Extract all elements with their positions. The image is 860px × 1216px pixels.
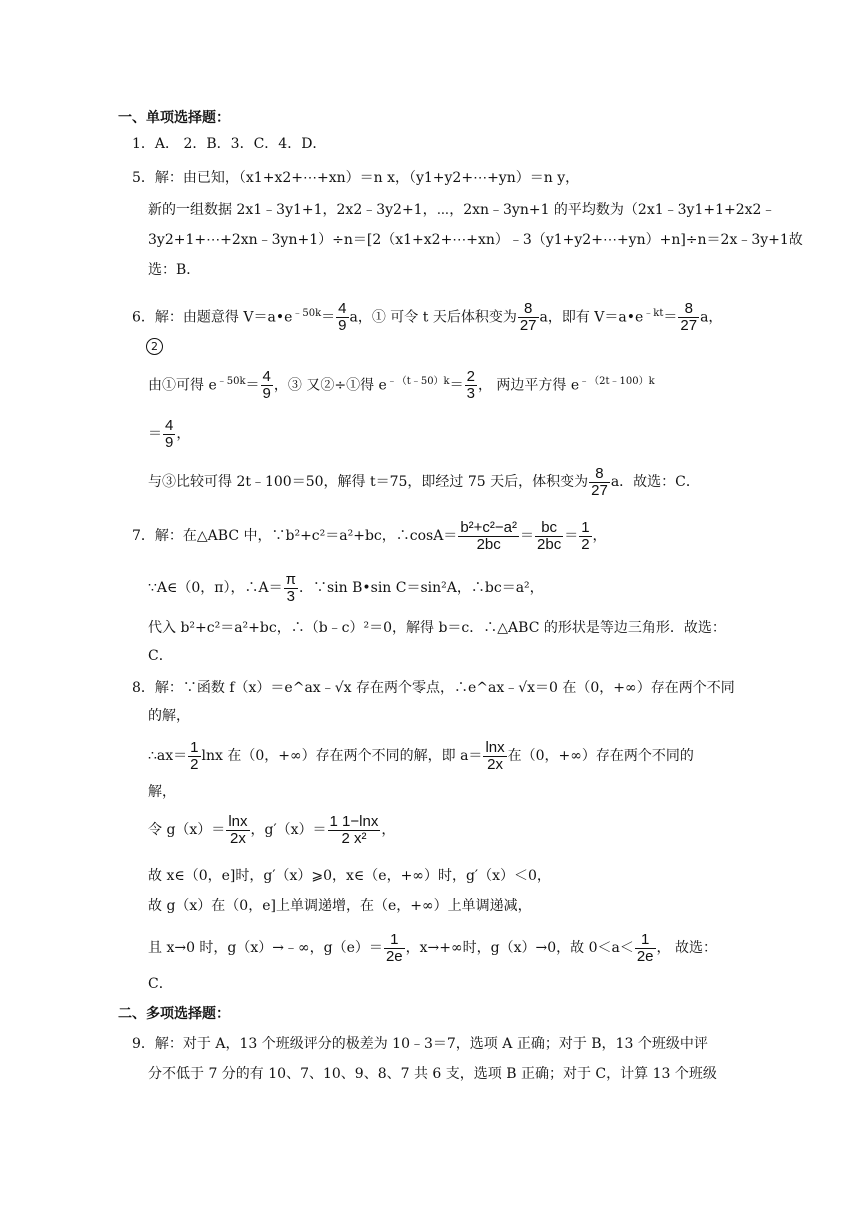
q8-line-2: 的解， xyxy=(148,708,190,724)
fraction: $\frac{2}{3}$ xyxy=(466,368,475,403)
q8-line-6: 故 x∈（0，e]时，g′（x）⩾0，x∈（e，+∞）时，g′（x）＜0， xyxy=(148,868,551,884)
fraction: $\frac{\text{b²+c²−a²}}{2bc}$ xyxy=(460,518,518,553)
fraction: $\frac{1}{2}$ xyxy=(190,738,199,773)
q7-line-3: 代入 b²+c²＝a²+bc，∴（b﹣c）²＝0，解得 b＝c．∴△ABC 的形状是等边三角形．故选： xyxy=(148,620,726,636)
q7-line-1: 7．解：在△ABC 中，∵b²+c²＝a²+bc，∴cosA＝ $\frac{\text{b²+c²−a²}}{2bc}$ ＝ $\frac{bc}{2bc}$ ＝ $\frac{1}{2}$ ， xyxy=(132,518,607,553)
q8-line-3: ∴ax＝ $\frac{1}{2}$ lnx 在（0，+∞）存在两个不同的解，即 a＝ $\frac{\ln x}{2x}$ 在（0，+∞）存在两个不同的 xyxy=(148,738,694,773)
q6-line-5: 与③比较可得 2t﹣100＝50，解得 t＝75，即经过 75 天后，体积变为 $\frac{8}{27}$ a．故选：C． xyxy=(148,464,700,499)
fraction: $\frac{4}{9}$ xyxy=(338,300,347,335)
fraction: $\frac{\ln x}{2x}$ xyxy=(485,738,505,773)
fraction: $\frac{4}{9}$ xyxy=(262,368,271,403)
q6-line-2 xyxy=(146,336,163,356)
circled-2: 2 xyxy=(146,338,163,355)
q8-line-4: 解， xyxy=(148,784,176,800)
q8-line-1: 8．解：∵函数 f（x）＝e^ax﹣√x 存在两个零点，∴e^ax﹣√x＝0 在（0，+∞）存在两个不同 xyxy=(132,680,735,696)
q9-line-2: 分不低于 7 分的有 10、7、10、9、8、7 共 6 支，选项 B 正确；对于 C，计算 13 个班级 xyxy=(148,1066,717,1082)
fraction: $\frac{4}{9}$ xyxy=(165,416,174,451)
q6-line-3: 由①可得 $e^{﹣50k}=$ $\frac{4}{9}$ ，③ 又②÷①得 $e^{﹣(t﹣50)k}=$ $\frac{2}{3}$ ， 两边平方得 $e^{﹣(2t﹣100)k}$ xyxy=(148,368,655,403)
q6-text: a，① 可令 t 天后体积变为 xyxy=(349,309,517,326)
fraction: $\frac{\pi}{3}$ xyxy=(285,570,296,605)
section-heading-multiple-choice: 二、多项选择题： xyxy=(118,1006,230,1022)
q5-line-4: 选：B． xyxy=(148,262,201,278)
q5-line-2: 新的一组数据 2x1﹣3y1+1，2x2﹣3y2+1，⋯，2xn﹣3yn+1 的平均数为（2x1﹣3y1+1+2x2﹣ xyxy=(148,202,776,218)
q9-line-1: 9．解：对于 A，13 个班级评分的极差为 10﹣3＝7，选项 A 正确；对于 B，13 个班级中评 xyxy=(132,1036,708,1052)
q6-line-4: ＝ $\frac{4}{9}$ ， xyxy=(148,416,191,451)
fraction: $\frac{1}{2e}$ xyxy=(385,930,403,965)
answers-1-4: 1．A． 2．B．3．C．4．D． xyxy=(132,136,327,152)
fraction: $\frac{\ln x}{2x}$ xyxy=(228,812,248,847)
fraction: $\frac{8}{27}$ xyxy=(519,300,537,335)
q8-line-7: 故 g（x）在（0，e]上单调递增，在（e，+∞）上单调递减， xyxy=(148,898,532,914)
fraction: $\frac{1}{2}$ xyxy=(581,518,590,553)
section-heading-single-choice: 一、单项选择题： xyxy=(118,110,230,126)
q6-line-1: 6．解：由题意得 $V=a•e^{﹣50k}=$ $\frac{4}{9}$ a，① 可令 t 天后体积变为 $\frac{8}{27}$ a，即有 $V=a•e^{﹣kt}=$ $\frac{8}{27}$ a， xyxy=(132,300,723,335)
q8-line-5: 令 g（x）＝ $\frac{\ln x}{2x}$ ，g′（x）＝ $\frac{1 1-\ln x}{\text{2 x²}}$ ， xyxy=(148,812,396,847)
fraction: $\frac{8}{27}$ xyxy=(591,464,608,499)
fraction: $\frac{bc}{2bc}$ xyxy=(537,518,562,553)
q5-line-3: 3y2+1+⋯+2xn﹣3yn+1）÷n＝[2（x1+x2+⋯+xn）﹣3（y1+y2+⋯+yn）+n]÷n＝2x﹣3y+1故 xyxy=(148,232,803,248)
q7-line-2: ∵A∈（0，π），∴A＝ $\frac{\pi}{3}$ ．∵sin B•sin C＝sin²A，∴bc＝a²， xyxy=(148,570,544,605)
q6-exp: ﹣50k xyxy=(292,308,322,319)
fraction: $\frac{1 1-\ln x}{\text{2 x²}}$ xyxy=(329,812,379,847)
q6-text: a，即有 V＝a•e xyxy=(539,309,644,326)
q7-line-4: C． xyxy=(148,648,173,664)
q6-text: 6．解：由题意得 V＝a•e xyxy=(132,309,293,326)
fraction: $\frac{8}{27}$ xyxy=(680,300,698,335)
q8-line-9: C． xyxy=(148,976,173,992)
q6-exp: ﹣kt xyxy=(643,308,664,319)
q8-line-8: 且 x→0 时，g（x）→﹣∞，g（e）＝ $\frac{1}{2e}$ ，x→+∞时，g（x）→0，故 0＜a＜ $\frac{1}{2e}$ ， 故选： xyxy=(148,930,717,965)
q5-line-1: 5．解：由已知，（x1+x2+⋯+xn）＝n x，（y1+y2+⋯+yn）＝n y， xyxy=(132,170,580,186)
q6-text: a， xyxy=(700,309,723,326)
q6-text: 由①可得 e xyxy=(148,377,217,394)
fraction: $\frac{1}{2e}$ xyxy=(636,930,654,965)
